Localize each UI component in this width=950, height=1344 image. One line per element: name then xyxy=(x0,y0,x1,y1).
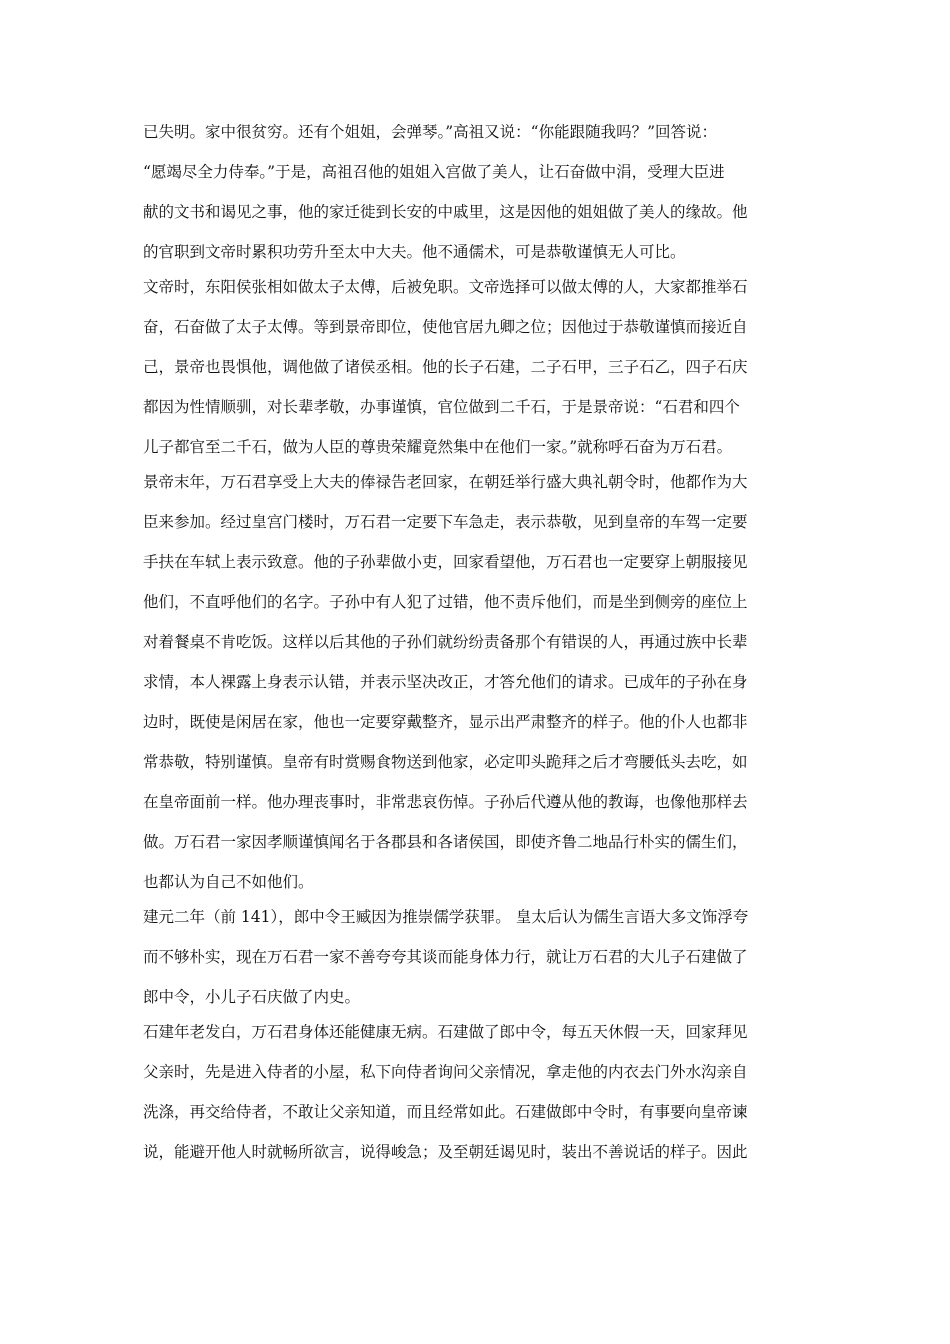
text-line: 也都认为自己不如他们。 xyxy=(143,873,314,891)
text-line: 奋，石奋做了太子太傅。等到景帝即位，使他官居九卿之位；因他过于恭敬谨慎而接近自 xyxy=(143,318,748,336)
text-line: 求情，本人裸露上身表示认错，并表示坚决改正，才答允他们的请求。已成年的子孙在身 xyxy=(143,673,748,691)
text-line: 景帝末年，万石君享受上大夫的俸禄告老回家，在朝廷举行盛大典礼朝令时，他都作为大 xyxy=(143,473,748,491)
text-line: 做。万石君一家因孝顺谨慎闻名于各郡县和各诸侯国，即使齐鲁二地品行朴实的儒生们， xyxy=(143,833,748,851)
text-line: 郎中令，小儿子石庆做了内史。 xyxy=(143,988,361,1006)
text-line: 边时，既使是闲居在家，他也一定要穿戴整齐，显示出严肃整齐的样子。他的仆人也都非 xyxy=(143,713,748,731)
text-line: 说，能避开他人时就畅所欲言，说得峻急；及至朝廷谒见时，装出不善说话的样子。因此 xyxy=(143,1143,748,1161)
text-line: 己，景帝也畏惧他，调他做了诸侯丞相。他的长子石建，二子石甲，三子石乙，四子石庆 xyxy=(143,358,748,376)
text-line: 儿子都官至二千石，做为人臣的尊贵荣耀竟然集中在他们一家。”就称呼石奋为万石君。 xyxy=(143,438,733,456)
text-line: 而不够朴实，现在万石君一家不善夸夸其谈而能身体力行，就让万石君的大儿子石建做了 xyxy=(143,948,748,966)
text-line: 洗涤，再交给侍者，不敢让父亲知道，而且经常如此。石建做郎中令时，有事要向皇帝谏 xyxy=(143,1103,748,1121)
text-line: 献的文书和谒见之事，他的家迁徙到长安的中戚里，这是因他的姐姐做了美人的缘故。他 xyxy=(143,203,748,221)
text-line: 对着餐桌不肯吃饭。这样以后其他的子孙们就纷纷责备那个有错误的人，再通过族中长辈 xyxy=(143,633,748,651)
text-line: 在皇帝面前一样。他办理丧事时，非常悲哀伤悼。子孙后代遵从他的教诲，也像他那样去 xyxy=(143,793,748,811)
text-line: 石建年老发白，万石君身体还能健康无病。石建做了郎中令，每五天休假一天，回家拜见 xyxy=(143,1023,748,1041)
text-line: 建元二年（前 141），郎中令王臧因为推崇儒学获罪。 皇太后认为儒生言语大多文饰浮夸 xyxy=(143,908,749,926)
text-line: 都因为性情顺驯，对长辈孝敬，办事谨慎，官位做到二千石，于是景帝说：“石君和四个 xyxy=(143,398,740,416)
text-line: 常恭敬，特别谨慎。皇帝有时赏赐食物送到他家，必定叩头跪拜之后才弯腰低头去吃，如 xyxy=(143,753,748,771)
text-line: 臣来参加。经过皇宫门楼时，万石君一定要下车急走，表示恭敬，见到皇帝的车驾一定要 xyxy=(143,513,748,531)
text-line: 的官职到文帝时累积功劳升至太中大夫。他不通儒术，可是恭敬谨慎无人可比。 xyxy=(143,243,686,261)
text-line: 已失明。家中很贫穷。还有个姐姐，会弹琴。”高祖又说：“你能跟随我吗？”回答说： xyxy=(143,123,718,141)
text-line: 父亲时，先是进入侍者的小屋，私下向侍者询问父亲情况，拿走他的内衣去门外水沟亲自 xyxy=(143,1063,748,1081)
text-line: 文帝时，东阳侯张相如做太子太傅，后被免职。文帝选择可以做太傅的人，大家都推举石 xyxy=(143,278,748,296)
text-line: 他们，不直呼他们的名字。子孙中有人犯了过错，他不责斥他们，而是坐到侧旁的座位上 xyxy=(143,593,748,611)
text-line: “愿竭尽全力侍奉。”于是，高祖召他的姐姐入宫做了美人，让石奋做中涓，受理大臣进 xyxy=(143,163,725,181)
text-line: 手扶在车轼上表示致意。他的子孙辈做小吏，回家看望他，万石君也一定要穿上朝服接见 xyxy=(143,553,748,571)
